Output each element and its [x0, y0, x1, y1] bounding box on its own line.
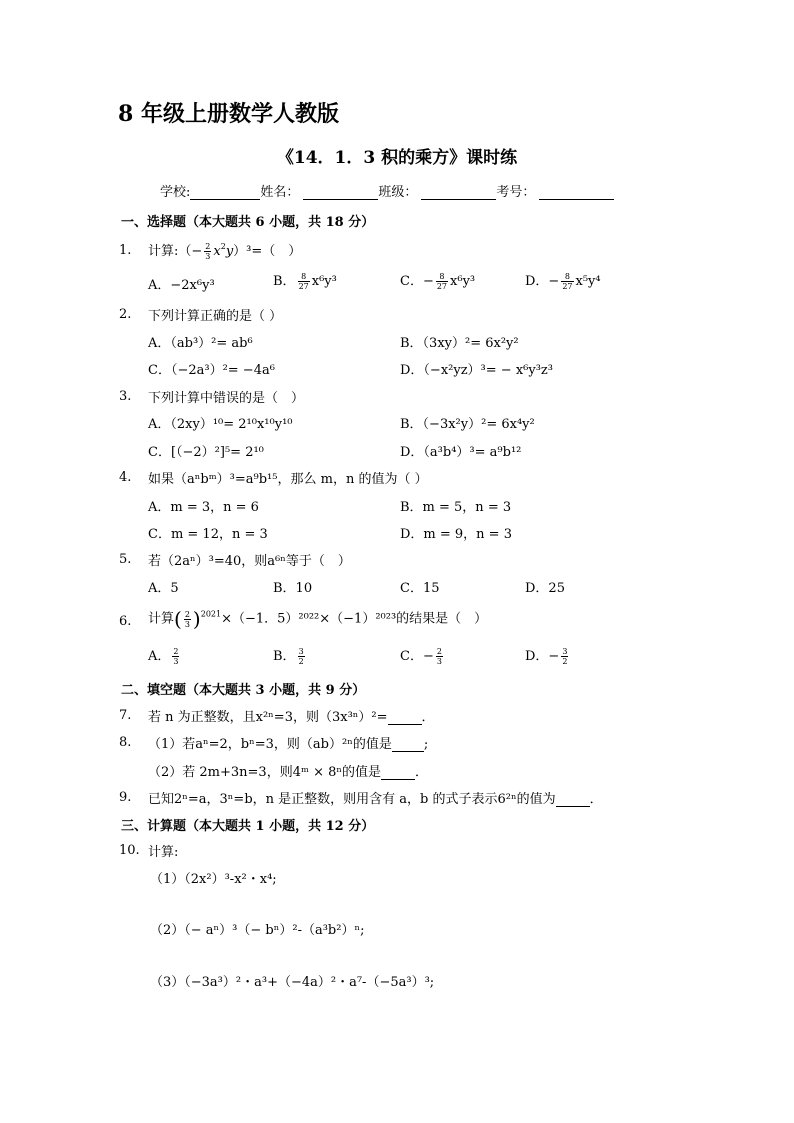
q6-option-c[interactable]: C．− $\frac{2}{3}$ — [400, 647, 442, 666]
q6-option-b[interactable]: B． $\frac{3}{2}$ — [273, 647, 304, 666]
q1-number: 1. — [119, 243, 132, 258]
q3-number: 3. — [119, 389, 132, 404]
q4-option-b[interactable]: B．m = 5，n = 3 — [400, 500, 512, 515]
q5-number: 5. — [119, 552, 132, 567]
q2-stem: 下列计算正确的是（ ） — [148, 309, 283, 324]
q5-option-d[interactable]: D．25 — [525, 581, 565, 596]
class-label: 班级： — [378, 185, 418, 200]
section-fill: 二、填空题（本大题共 3 小题，共 9 分） — [121, 683, 366, 698]
q10-part2: （2）（− aⁿ）³（− bⁿ）²-（a³b²）ⁿ; — [150, 923, 365, 938]
q3-option-d[interactable]: D．（a³b⁴）³= a⁹b¹² — [400, 445, 522, 460]
q3-stem: 下列计算中错误的是（ ） — [148, 391, 305, 406]
q1-option-d[interactable]: D．− $\frac{8}{27}$ x⁵y⁴ — [525, 272, 601, 291]
page-title: 8 年级上册数学人教版 — [118, 101, 339, 127]
q8-number: 8. — [119, 735, 132, 750]
q4-stem: 如果（aⁿbᵐ）³=a⁹b¹⁵，那么 m，n 的值为（ ） — [148, 472, 428, 487]
q9-answer-field[interactable] — [556, 793, 590, 807]
q4-option-d[interactable]: D．m = 9，n = 3 — [400, 527, 512, 542]
q5-option-c[interactable]: C．15 — [400, 581, 440, 596]
q9-number: 9. — [119, 790, 132, 805]
q5-stem: 若（2aⁿ）³=40，则a⁶ⁿ等于（ ） — [148, 554, 351, 569]
q10-number: 10. — [119, 843, 140, 858]
q1-option-c[interactable]: C．− $\frac{8}{27}$ x⁶y³ — [400, 272, 476, 291]
q1-stem: 计算:（− $\frac{2}{3}$ $x^2y)^3=$（ ） — [148, 242, 302, 261]
student-info-row — [160, 181, 614, 200]
q10-part1: （1）（2x²）³-x²・x⁴; — [150, 872, 277, 887]
q6-option-d[interactable]: D．− $\frac{3}{2}$ — [525, 647, 568, 666]
q2-option-a[interactable]: A．（ab³）²= ab⁶ — [148, 336, 253, 351]
q3-option-a[interactable]: A．（2xy）¹⁰= 2¹⁰x¹⁰y¹⁰ — [148, 417, 293, 432]
q8-part1-answer[interactable] — [392, 738, 424, 752]
q7-number: 7. — [119, 708, 132, 723]
q8-part2-answer[interactable] — [381, 766, 415, 780]
q5-option-b[interactable]: B．10 — [273, 581, 313, 596]
q6-stem: 计算( $\frac{2}{3}$ )$^{2021}$×（−1．5）²⁰²²×（−1）²⁰²³的结果是（ ） — [148, 607, 488, 631]
q7-answer-field[interactable] — [388, 711, 422, 725]
q3-option-c[interactable]: C．[（−2）²]⁵= 2¹⁰ — [148, 445, 264, 460]
q2-option-d[interactable]: D．（−x²yz）³= − x⁶y³z³ — [400, 363, 553, 378]
q1-option-a[interactable]: A．−2x⁶y³ — [148, 278, 215, 293]
section-choice: 一、选择题（本大题共 6 小题，共 18 分） — [121, 215, 375, 230]
q8-part2: （2）若 2m+3n=3，则4ᵐ × 8ⁿ的值是 ． — [148, 765, 429, 780]
q8-part1: （1）若aⁿ=2，bⁿ=3，则（ab）²ⁿ的值是 ; — [148, 737, 429, 752]
q2-option-b[interactable]: B．（3xy）²= 6x²y² — [400, 336, 519, 351]
q2-number: 2. — [119, 307, 132, 322]
q4-option-a[interactable]: A．m = 3，n = 6 — [148, 500, 259, 515]
name-field[interactable] — [303, 186, 378, 200]
q5-option-a[interactable]: A．5 — [148, 581, 179, 596]
q6-number: 6. — [119, 614, 132, 629]
q4-option-c[interactable]: C．m = 12，n = 3 — [148, 527, 268, 542]
q10-stem: 计算: — [148, 845, 179, 860]
school-label: 学校: — [160, 185, 191, 200]
q7-stem: 若 n 为正整数，且x²ⁿ=3，则（3x³ⁿ）²= ． — [148, 710, 435, 725]
q3-option-b[interactable]: B．（−3x²y）²= 6x⁴y² — [400, 417, 535, 432]
q10-part3: （3）（−3a³）²・a³+（−4a）²・a⁷-（−5a³）³; — [150, 975, 435, 990]
school-field[interactable] — [190, 186, 260, 200]
q4-number: 4. — [119, 470, 132, 485]
exam-no-field[interactable] — [539, 186, 614, 200]
name-label: 姓名： — [260, 185, 300, 200]
q1-fraction: $\frac{2}{3}$ — [205, 242, 211, 261]
section-calc: 三、计算题（本大题共 1 小题，共 12 分） — [121, 819, 375, 834]
q6-option-a[interactable]: A． $\frac{2}{3}$ — [148, 647, 179, 666]
q2-option-c[interactable]: C．（−2a³）²= −4a⁶ — [148, 363, 275, 378]
exam-no-label: 考号： — [496, 185, 536, 200]
q1-option-b[interactable]: B． $\frac{8}{27}$ x⁶y³ — [273, 272, 337, 291]
q9-stem: 已知2ⁿ=a，3ⁿ=b，n 是正整数，则用含有 a，b 的式子表示6²ⁿ的值为 ． — [148, 792, 603, 807]
class-field[interactable] — [421, 186, 496, 200]
page-subtitle: 《14．1．3 积的乘方》课时练 — [276, 148, 518, 168]
